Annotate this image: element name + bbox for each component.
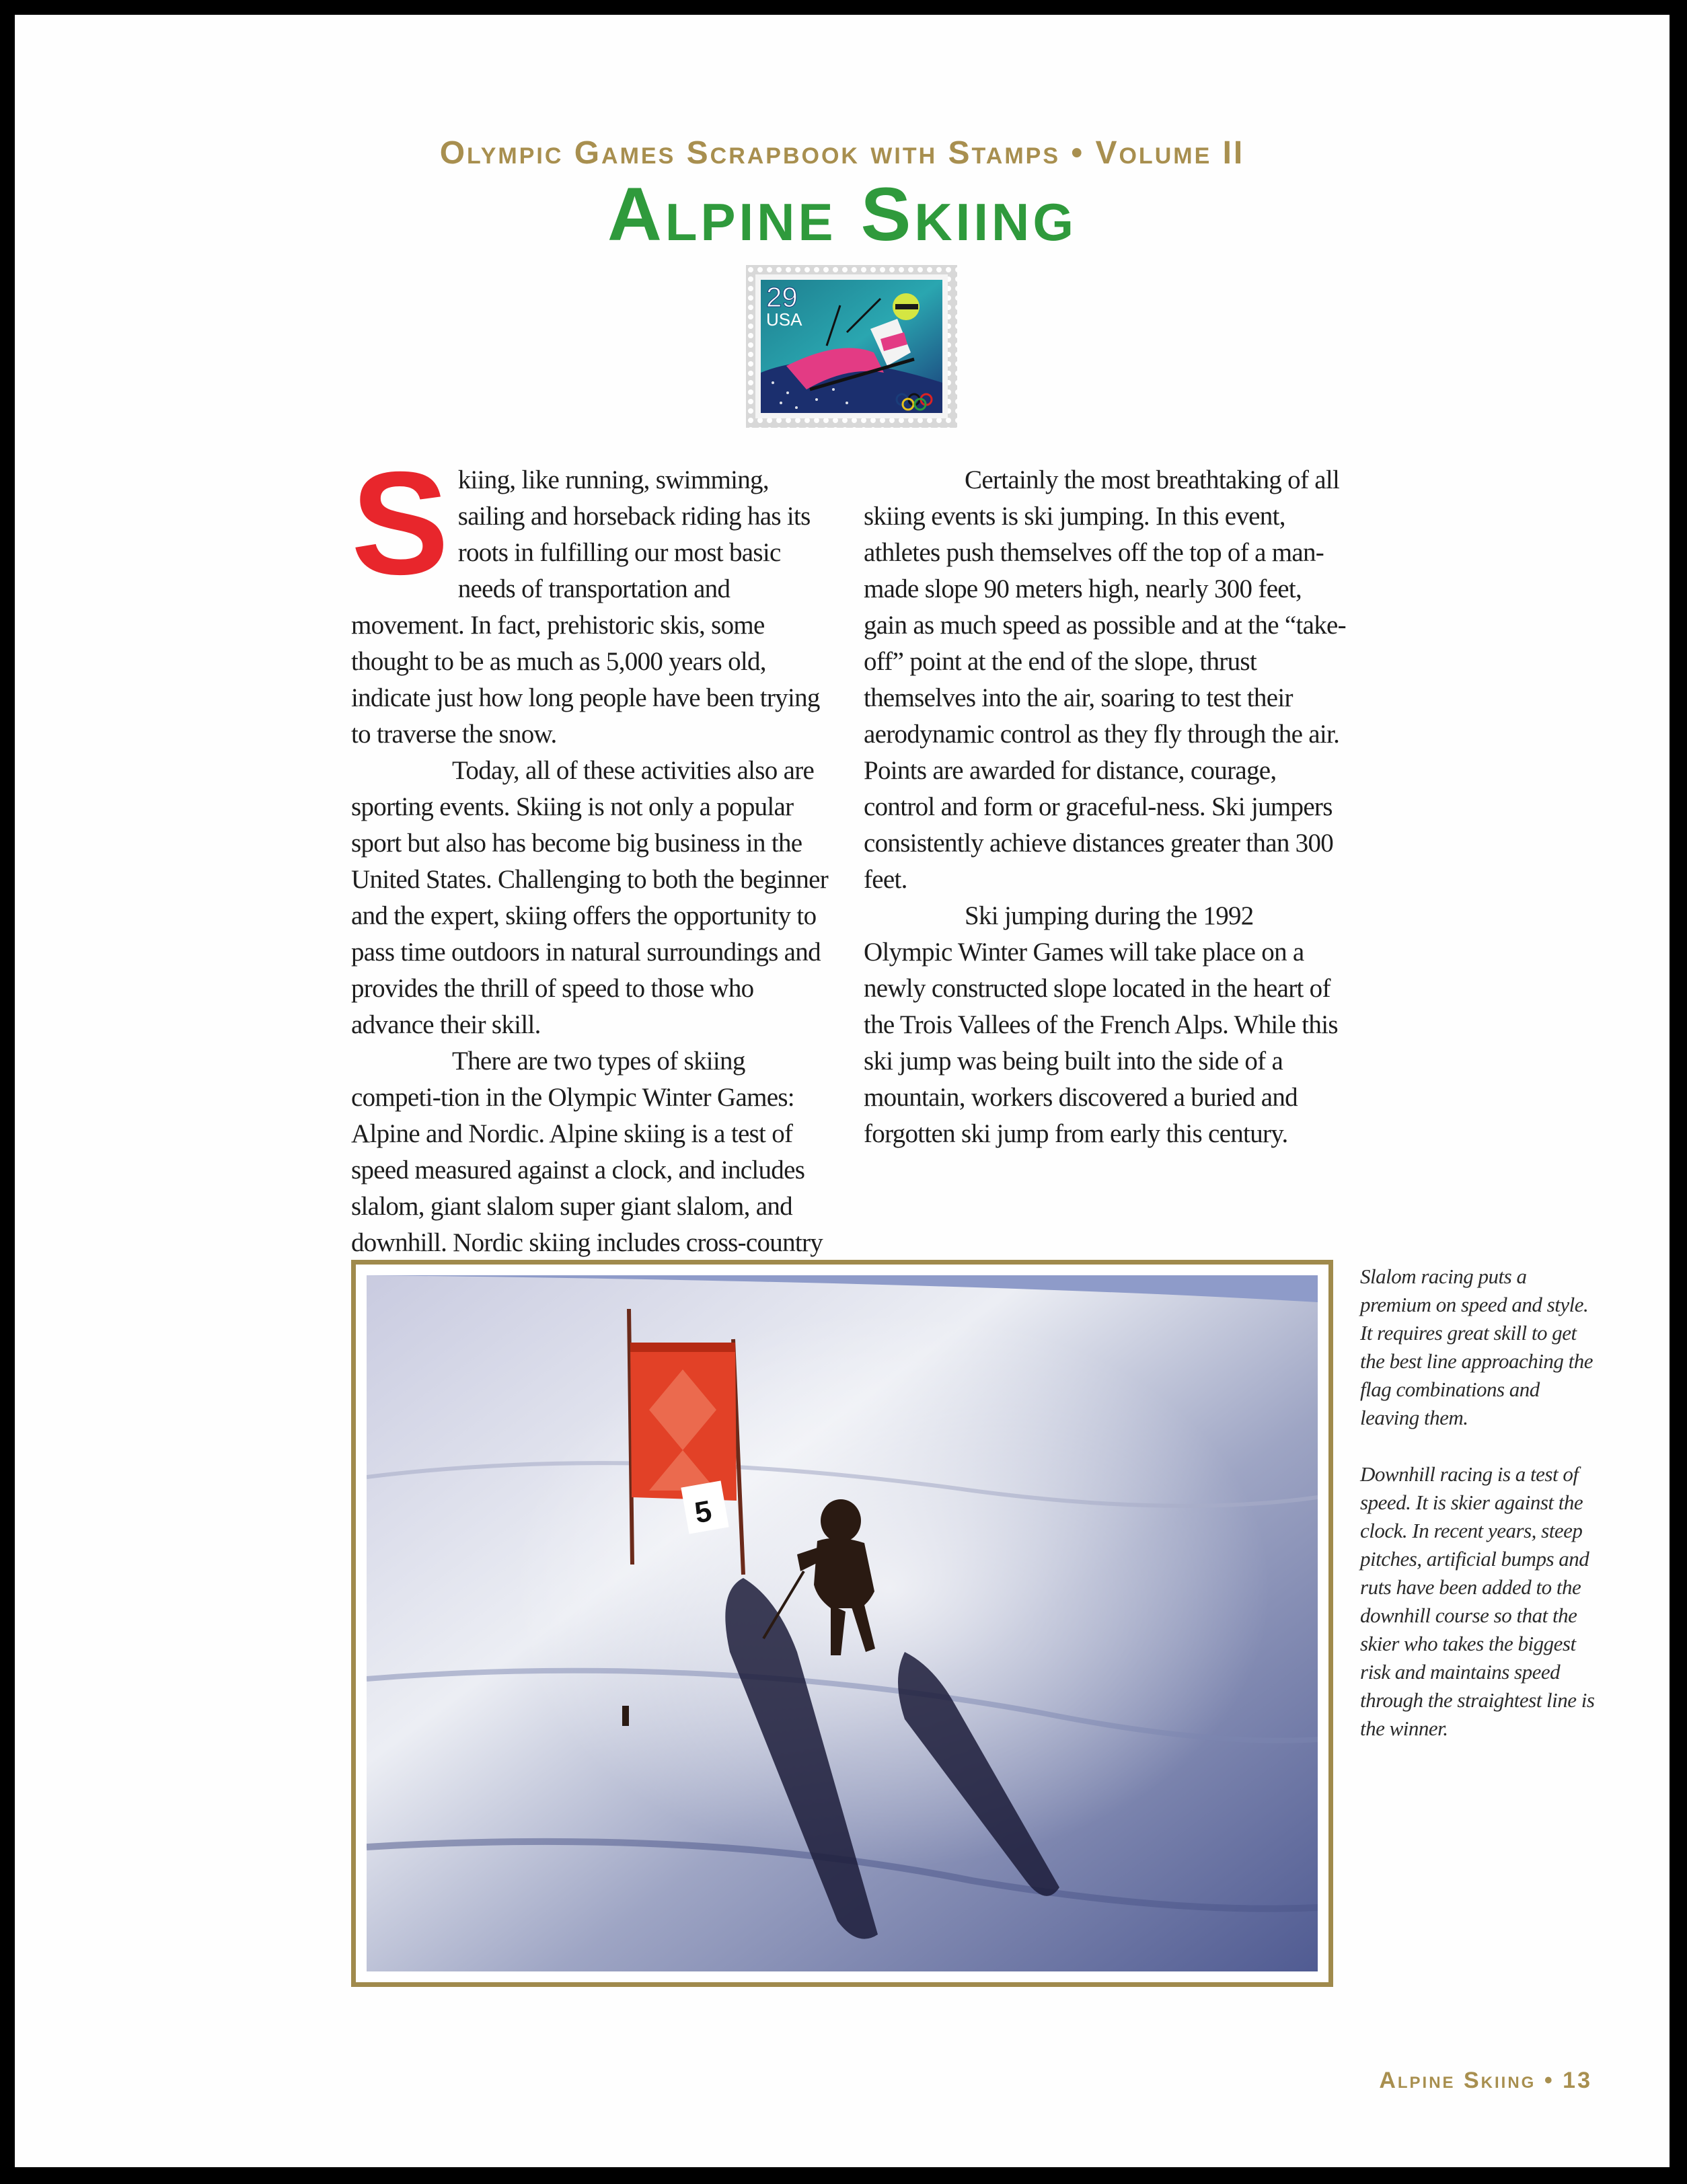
gate-number: 5: [692, 1494, 714, 1530]
page-number: 13: [1563, 2068, 1592, 2093]
photo-frame: [351, 1260, 1333, 1987]
series-heading: Olympic Games Scrapbook with Stamps • Volume II: [439, 135, 1245, 171]
paragraph-text: kiing, like running, swimming, sailing and horseback riding has its roots in fulfilling our most basic needs of transportation and movement. In fact, prehistoric skis, some thought to be as much as 5,000 years old, indicate just how long people have been trying to traverse the snow.: [351, 465, 820, 749]
caption-slalom: Slalom racing puts a premium on speed and style. It requires great skill to get the best line approaching the flag combinations and leaving them.: [1360, 1265, 1593, 1429]
footer-separator: •: [1544, 2068, 1554, 2093]
scrapbook-page: [15, 15, 1670, 2167]
paragraph: [351, 442, 835, 753]
paragraph: There are two types of skiing competi-tion in the Olympic Winter Games: Alpine and Nordic. Alpine skiing is a test of speed measured against a clock, and includes slalom, giant slalom super giant slalom, and downhill. Nordic skiing includes cross-country: [351, 1047, 823, 1257]
stamp-country: USA: [766, 309, 802, 330]
caption-downhill: Downhill racing is a test of speed. It is skier against the clock. In recent years, steep pitches, artificial bumps and ruts have been added to the downhill course so that the skier who takes the biggest risk and maintains speed through the straightest line is the winner.: [1360, 1462, 1595, 1740]
paragraph: Ski jumping during the 1992 Olympic Winter Games will take place on a newly constructed slope located in the heart of the Trois Vallees of the French Alps. While this ski jump was being built into the side of a mountain, workers discovered a buried and forgotten ski jump from early this century.: [864, 901, 1338, 1148]
paragraph: Today, all of these activities also are sporting events. Skiing is not only a popular sport but also has become big business in the United States. Challenging to both the beginner and the expert, skiing offers the opportunity to pass time outdoors in natural surroundings and provides the thrill of speed to those who advance their skill.: [351, 756, 829, 1039]
article-column-right: [864, 462, 1348, 1152]
page-footer: [1379, 2068, 1592, 2094]
page-title: Alpine Skiing: [607, 172, 1078, 256]
photo-captions: [1360, 1263, 1602, 1771]
slalom-skier-photo: [367, 1275, 1318, 1971]
stamp-denomination: 29: [766, 281, 798, 313]
paragraph: Certainly the most breathtaking of all skiing events is ski jumping. In this event, athletes push themselves off the top of a man-made slope 90 meters high, nearly 300 feet, gain as much speed as possible and at the “take-off” point at the end of the slope, thrust themselves into the air, soaring to test their aerodynamic control as they fly through the air. Points are awarded for distance, courage, control and form or graceful-ness. Ski jumpers consistently achieve distances greater than 300 feet.: [864, 465, 1346, 894]
article-column-left: [351, 442, 835, 1297]
postage-stamp-image: [746, 265, 957, 428]
drop-cap: S: [351, 442, 449, 605]
footer-label: Alpine Skiing: [1379, 2068, 1536, 2093]
